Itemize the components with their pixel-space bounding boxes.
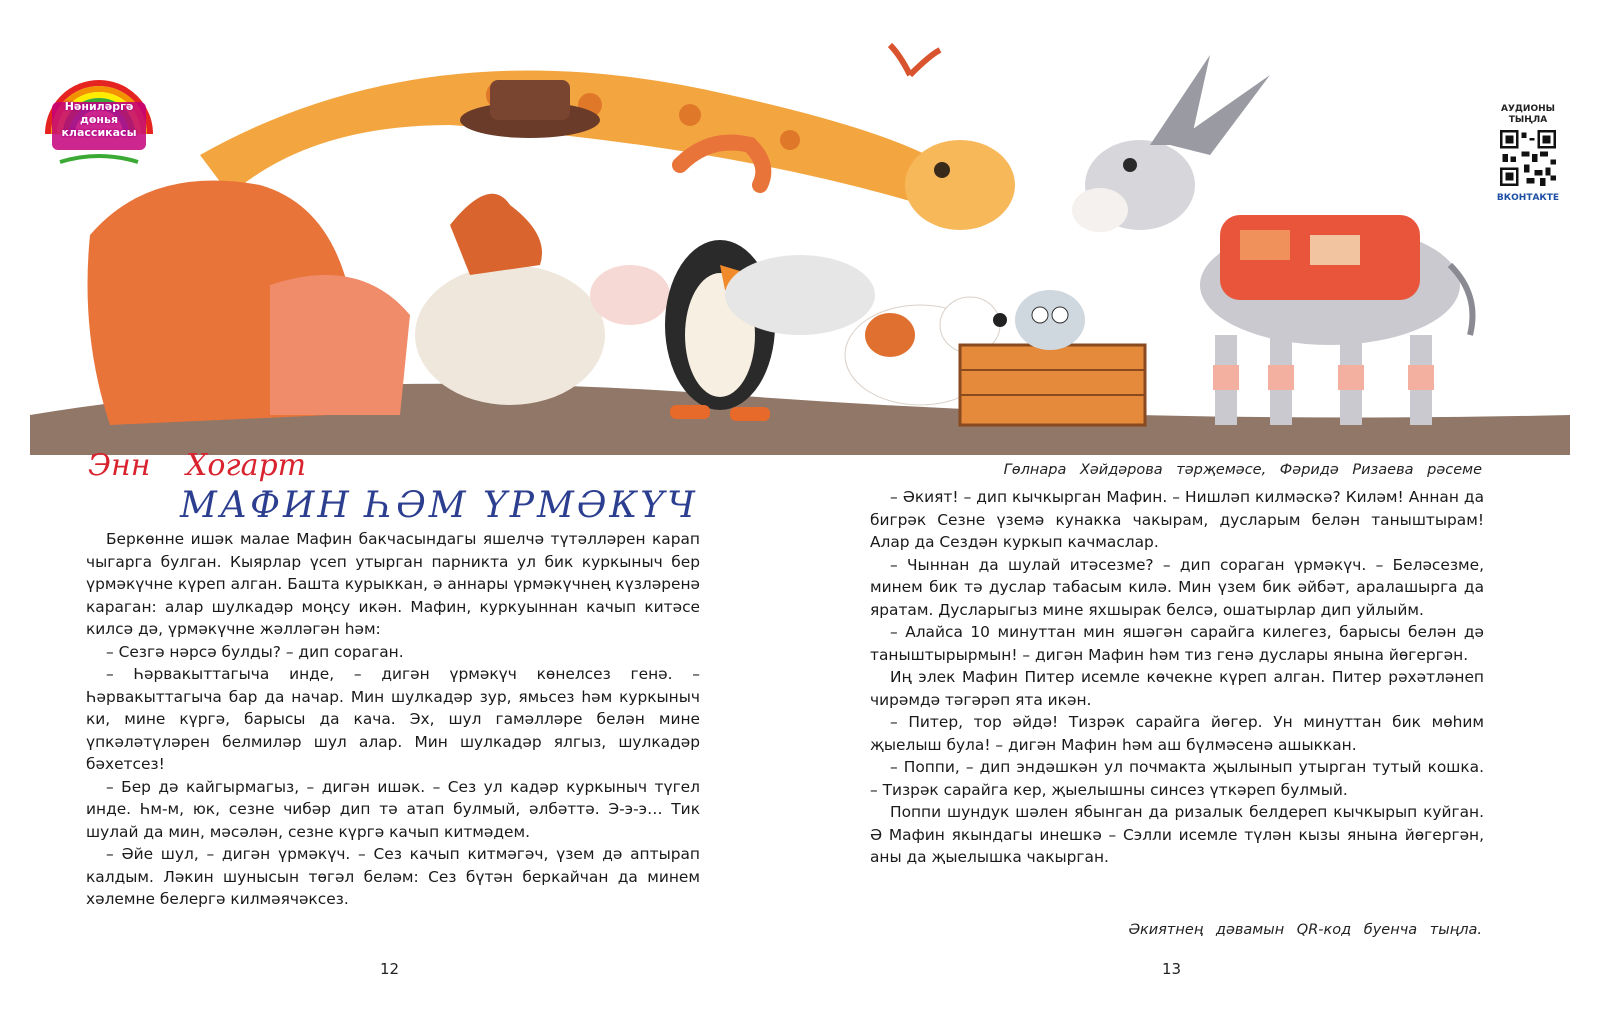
story-title: МАФИН ҺӘМ ҮРМӘКҮЧ [180,485,698,526]
sheep [415,265,605,405]
spider [1015,290,1085,350]
qr-code-icon[interactable] [1500,130,1556,186]
paragraph: – Һәрвакыттагыча инде, – дигән үрмәкүч көнелсез генә. – Һәрвакыттагыча бар да начар. Мин шулкадәр зур, ямьсез һәм куркыныч ки, мине күргә, барысы да кача. Эх, шул гамәлләре белән мине үпкәләтүләрен белмиләр шул алар. Мин шулкадәр ялгыз, шулкадәр бәхетсез! [86,665,700,773]
paragraph: – Поппи, – дип эндәшкән ул почмакта җылынып утырган тутый кошка. – Тизрәк сарайга кер, җыелышны синсез үткәреп булмый. [870,758,1484,799]
giraffe-neck [200,71,960,211]
badge-line-1: Нәниләргә [64,100,134,113]
continuation-note: Әкиятнең дәвамын QR-код буенча тыңла. [1128,922,1482,938]
paragraph: – Чыннан да шулай итәсезме? – дип сораган үрмәкүч. – Беләсезме, минем бик тә дуслар табасым килә. Мин үзем бик әйбәт, аралашырга да яратам. Дусларыгыз мине яхшырак белсә, ошатырлар дип уйлыйм. [870,555,1484,619]
paragraph: – Бер дә кайгырмагыз, – дигән ишәк. – Сез ул кадәр куркыныч түгел инде. Һм-м, юк, сезне чибәр дип тә атап булмый, әлбәттә. Э-э-э… Тик шулай да мин, мәсәлән, сезне күргә качып китмәдем. [86,777,700,841]
page-number-right: 13 [1162,960,1182,978]
paragraph: – Питер, тор әйдә! Тизрәк сарайга йөгер. Ун минуттан бик мөһим җыелыш була! – дигән Мафин һәм аш бүлмәсенә ашыккан. [870,713,1484,754]
paragraph: Поппи шундук шәлен ябынган да ризалык белдереп кычкырып куйган. Ә Мафин якындагы инешкә – Сэлли исемле түлән кызы янына йөгергән, аны да җыелышка чакырган. [870,803,1484,866]
paragraph: – Алайса 10 минуттан мин яшәгән сарайга килегез, барысы белән дә таныштырырмын! – дигән Мафин һәм тиз генә дуслары янына йөгергән. [870,623,1484,664]
paragraph: – Әкият! – дип кычкырган Мафин. – Нишләп килмәскә? Киләм! Аннан да бигрәк Сезне үземә кунакка чакырам, дусларым белән таныштырам! Алар да Сездән куркып качмаслар. [870,488,1484,551]
left-text-column [86,528,700,911]
right-text-column [870,486,1484,869]
series-badge-text [40,100,158,139]
story-illustration [30,35,1570,455]
caterpillar [680,143,763,186]
crate [960,345,1145,425]
paragraph: – Сезгә нәрсә булды? – дип сораган. [106,642,404,661]
paragraph: Беркөнне ишәк малае Мафин бакчасындагы яшелчә түтәлләрен карап чыгарга булган. Кыярлар үсеп утырган парникта ул бик куркыныч бер үрмәкүчне күреп алган. Башта курыккан, ә аннары үрмәкүчнең күзләренә караган: алар шулкадәр моңсу икән. Мафин, куркуыннан качып китәсе килсә дә, үрмәкүчне жәлләгән һәм: [86,530,700,638]
qr-title-line-2: ТЫҢЛА [1508,115,1548,125]
giraffe-head [905,140,1015,230]
kangaroo-head [450,194,542,275]
qr-block[interactable] [1488,104,1568,203]
qr-label[interactable]: ВКОНТАКТЕ [1496,193,1560,203]
badge-line-2: дөнья [79,113,119,126]
page-number-left: 12 [380,960,400,978]
qr-title-line-1: АУДИОНЫ [1501,104,1555,114]
paragraph: – Әйе шул, – дигән үрмәкүч. – Сез качып китмәгәч, үзем дә аптырап калдым. Ләкин шунысын төгәл беләм: Сез бүтән беркайчан да минем хәлемне белергә килмәячәксез. [86,845,700,908]
badge-line-3: классикасы [61,126,137,139]
translator-illustrator-credits: Гөлнара Хәйдәрова тәрҗемәсе, Фәридә Ризаева рәсеме [1003,462,1482,478]
bathtub [725,255,875,335]
author-name: Энн Хогарт [88,448,307,483]
paragraph: Иң элек Мафин Питер исемле көчекне күреп алган. Питер рәхәтләнеп чирәмдә тәгәрәп ята икән. [870,668,1484,709]
